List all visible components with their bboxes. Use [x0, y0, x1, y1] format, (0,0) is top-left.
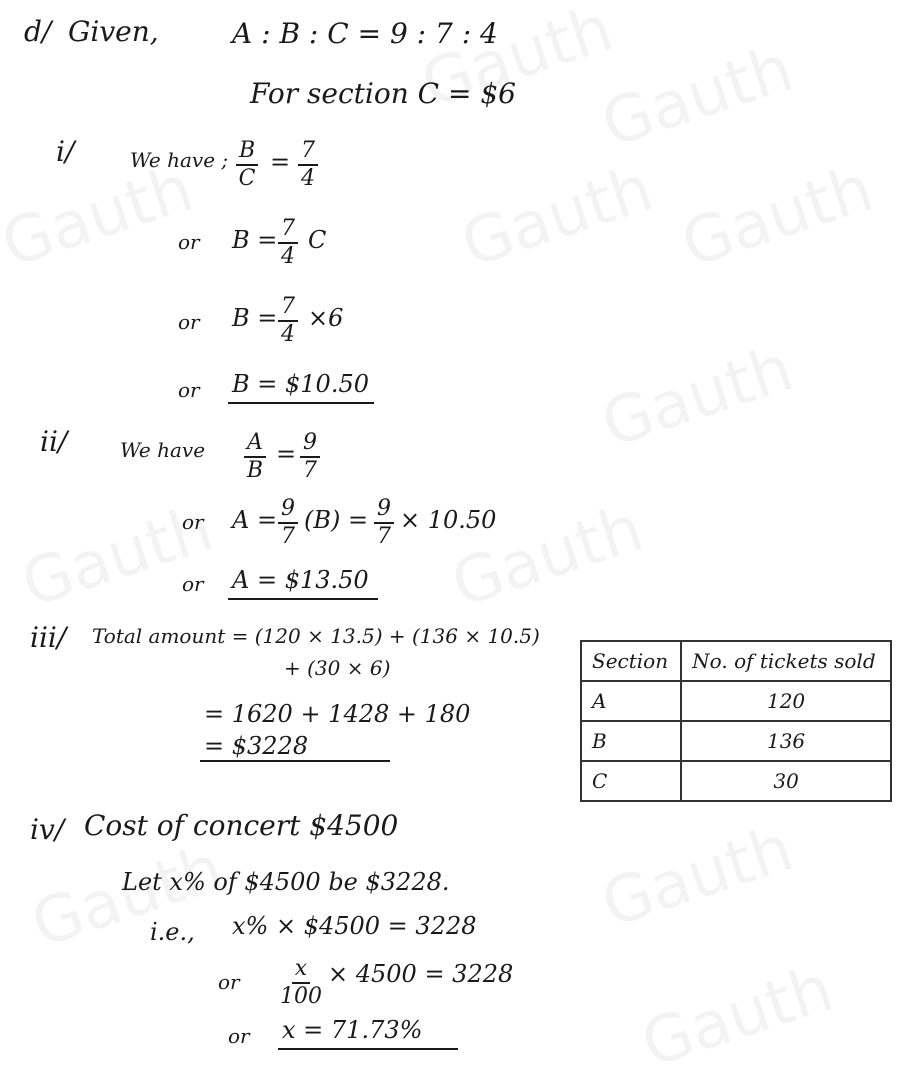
- x-over-100-fraction: [280, 958, 322, 1008]
- or-text: or: [178, 230, 200, 254]
- seven-over-four-fraction: [298, 140, 318, 190]
- ratio-statement: A : B : C = 9 : 7 : 4: [232, 17, 498, 50]
- fraction-numerator: 7: [278, 296, 298, 322]
- tickets-table: [580, 640, 892, 802]
- watermark: [593, 332, 801, 463]
- fraction: [278, 218, 298, 268]
- cell-section: A: [581, 681, 681, 721]
- given-text: Given,: [68, 15, 159, 48]
- result-underline: [278, 1048, 458, 1050]
- table-row: [581, 721, 891, 761]
- step-iv-label: iv/: [30, 813, 65, 846]
- total-result: = $3228: [204, 732, 309, 760]
- fraction-denominator: C: [238, 166, 256, 191]
- fraction-numerator: 7: [278, 218, 298, 244]
- or-text: or: [182, 510, 204, 534]
- fraction: [374, 498, 394, 548]
- fraction-denominator: 7: [377, 524, 391, 549]
- watermark: [633, 952, 841, 1082]
- plus-term: + (30 × 6): [284, 656, 391, 680]
- b-result: B = $10.50: [232, 370, 369, 398]
- times-six: ×6: [308, 304, 344, 332]
- or-text: or: [178, 310, 200, 334]
- fraction-numerator: B: [236, 140, 258, 166]
- percent-equation: x% × $4500 = 3228: [232, 912, 477, 940]
- fraction-numerator: x: [292, 958, 310, 984]
- part-label: d/: [24, 15, 52, 48]
- watermark: [593, 32, 801, 163]
- or-text: or: [218, 970, 240, 994]
- equation-remainder: × 4500 = 3228: [328, 960, 514, 988]
- a-result: A = $13.50: [232, 566, 369, 594]
- sum-line: = 1620 + 1428 + 180: [204, 700, 471, 728]
- table-header-row: [581, 641, 891, 681]
- fraction: [278, 296, 298, 346]
- b-equals: B =: [232, 226, 278, 254]
- a-equals: A =: [232, 506, 278, 534]
- table-row: [581, 761, 891, 801]
- cell-section: B: [581, 721, 681, 761]
- equals-sign: =: [276, 440, 297, 468]
- step-iii-label: iii/: [30, 621, 67, 654]
- let-statement: Let x% of $4500 be $3228.: [122, 868, 450, 896]
- equals-sign: =: [270, 148, 291, 176]
- result-underline: [228, 402, 374, 404]
- c-term: C: [308, 226, 327, 254]
- b-equals: B =: [232, 304, 278, 332]
- cost-of-concert: Cost of concert $4500: [84, 809, 399, 842]
- result-underline: [228, 598, 378, 600]
- times-value: × 10.50: [400, 506, 497, 534]
- watermark: [593, 812, 801, 943]
- or-text: or: [182, 572, 204, 596]
- table-row: [581, 681, 891, 721]
- fraction: [278, 498, 298, 548]
- fraction-numerator: 9: [278, 498, 298, 524]
- fraction-denominator: 4: [301, 166, 315, 191]
- a-over-b-fraction: [244, 432, 266, 482]
- result-underline: [200, 760, 390, 762]
- step-i-label: i/: [56, 135, 75, 168]
- watermark: [673, 152, 881, 283]
- header-section: Section: [581, 641, 681, 681]
- watermark: [23, 832, 231, 963]
- fraction-denominator: B: [246, 458, 264, 483]
- cell-section: C: [581, 761, 681, 801]
- fraction-numerator: 7: [298, 140, 318, 166]
- cell-tickets: 30: [681, 761, 891, 801]
- cell-tickets: 136: [681, 721, 891, 761]
- total-amount-expression: Total amount = (120 × 13.5) + (136 × 10.5): [92, 624, 540, 648]
- b-term: (B) =: [304, 506, 369, 534]
- fraction-numerator: 9: [300, 432, 320, 458]
- we-have-text: We have: [120, 438, 206, 462]
- fraction-numerator: A: [244, 432, 266, 458]
- fraction-denominator: 7: [281, 524, 295, 549]
- step-ii-label: ii/: [40, 425, 68, 458]
- or-text: or: [228, 1024, 250, 1048]
- ie-text: i.e.,: [150, 918, 195, 946]
- b-over-c-fraction: [236, 140, 258, 190]
- fraction-denominator: 4: [281, 322, 295, 347]
- header-tickets-sold: No. of tickets sold: [681, 641, 891, 681]
- fraction-denominator: 4: [281, 244, 295, 269]
- we-have-text: We have ;: [130, 148, 229, 172]
- fraction-denominator: 7: [303, 458, 317, 483]
- section-c-value: For section C = $6: [250, 77, 516, 110]
- watermark: [453, 152, 661, 283]
- nine-over-seven-fraction: [300, 432, 320, 482]
- cell-tickets: 120: [681, 681, 891, 721]
- fraction-numerator: 9: [374, 498, 394, 524]
- or-text: or: [178, 378, 200, 402]
- fraction-denominator: 100: [280, 984, 322, 1009]
- x-result: x = 71.73%: [282, 1016, 423, 1044]
